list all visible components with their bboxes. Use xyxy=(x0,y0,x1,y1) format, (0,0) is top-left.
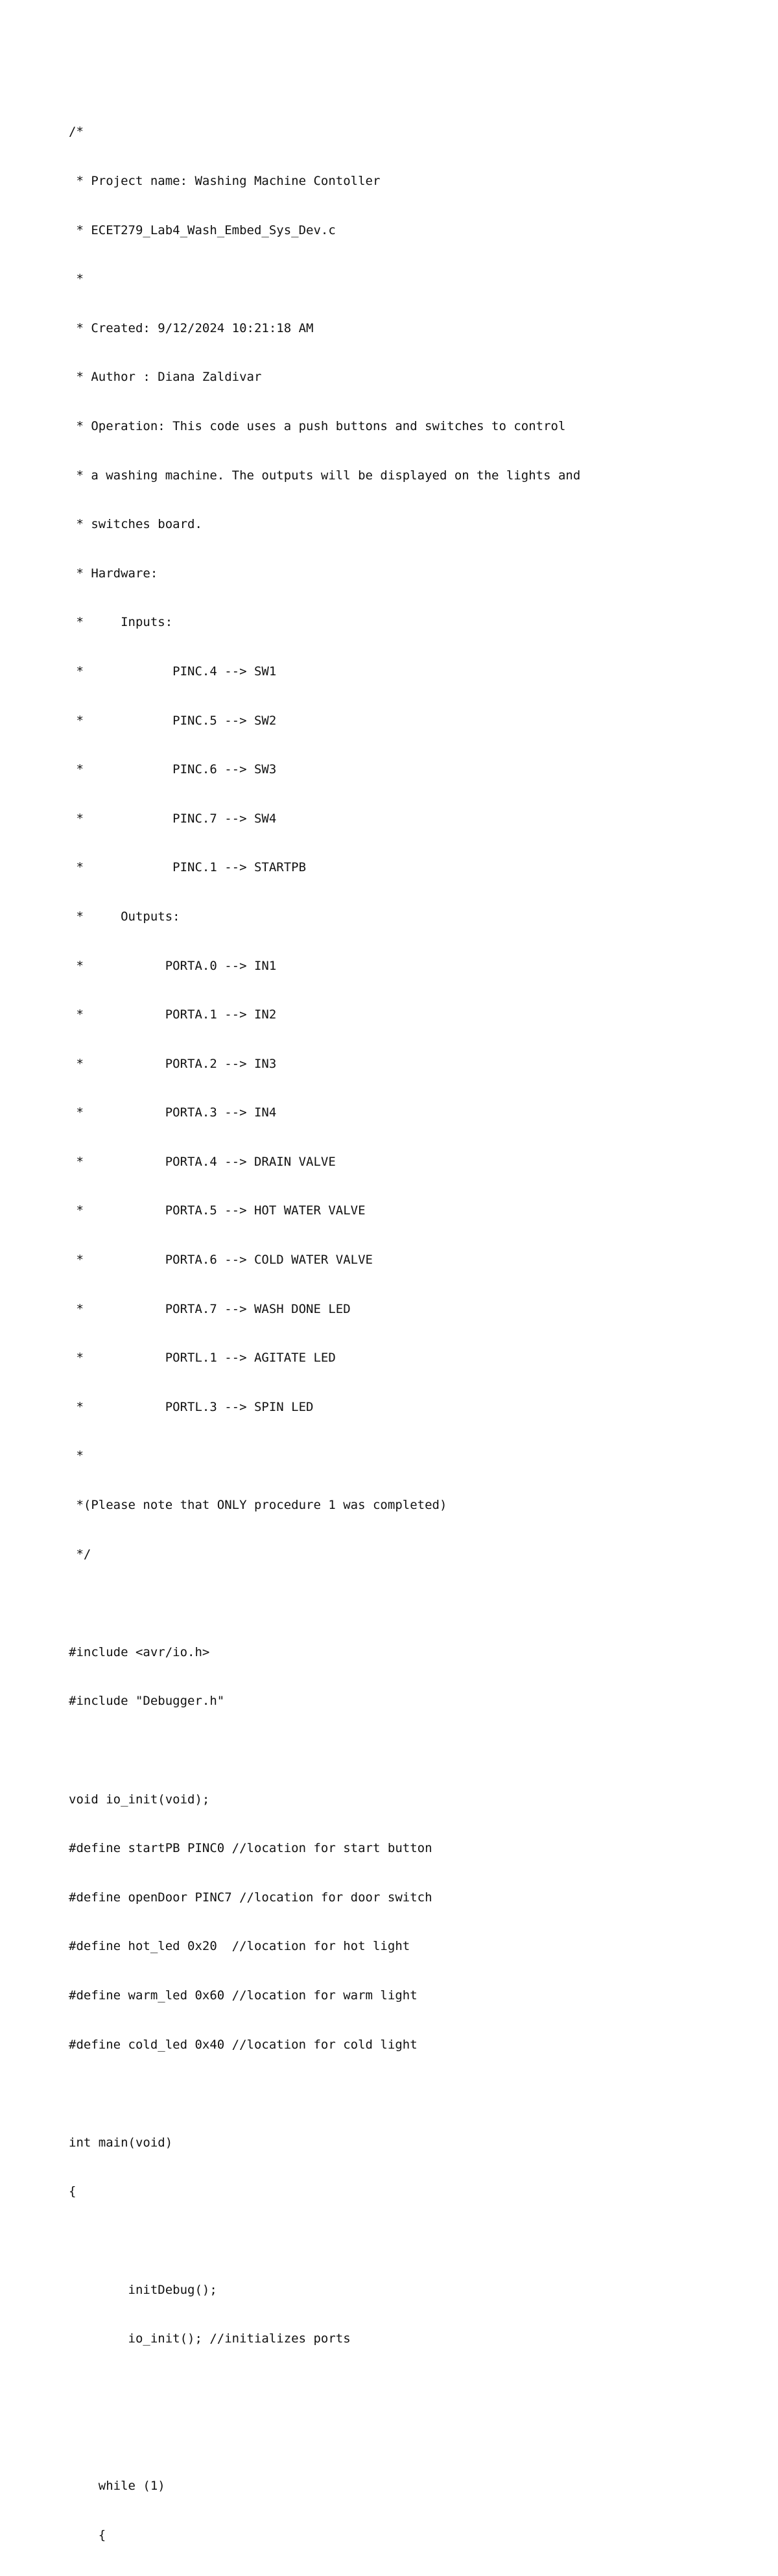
code-line: * Project name: Washing Machine Contoller xyxy=(69,174,381,188)
code-line: { xyxy=(69,2184,77,2199)
code-line: void io_init(void); xyxy=(69,1792,210,1807)
code-line: * PORTA.0 --> IN1 xyxy=(69,958,277,973)
code-line: initDebug(); xyxy=(69,2282,217,2297)
code-line: * PINC.4 --> SW1 xyxy=(69,664,277,679)
code-line xyxy=(69,2380,580,2396)
code-line: #define startPB PINC0 //location for start button xyxy=(69,1841,432,1856)
code-line: *(Please note that ONLY procedure 1 was completed) xyxy=(69,1498,447,1513)
code-line: * Author : Diana Zaldivar xyxy=(69,370,262,385)
code-line: * a washing machine. The outputs will be displayed on the lights and xyxy=(69,468,581,483)
code-line xyxy=(69,1595,580,1611)
code-line: #include "Debugger.h" xyxy=(69,1694,225,1709)
code-line: #define warm_led 0x60 //location for warm light xyxy=(69,1988,418,2003)
code-line: #include <avr/io.h> xyxy=(69,1644,210,1659)
code-line: * xyxy=(69,1449,84,1463)
code-line: { xyxy=(69,2527,106,2542)
code-line: * Created: 9/12/2024 10:21:18 AM xyxy=(69,320,314,335)
code-line: * PORTA.1 --> IN2 xyxy=(69,1007,277,1022)
code-line xyxy=(69,2233,580,2249)
code-line: * ECET279_Lab4_Wash_Embed_Sys_Dev.c xyxy=(69,223,336,237)
code-line: * Hardware: xyxy=(69,566,158,581)
code-line xyxy=(69,1742,580,1759)
code-line: /* xyxy=(69,125,84,139)
code-line: * Outputs: xyxy=(69,909,180,924)
code-line: * PORTA.2 --> IN3 xyxy=(69,1056,277,1071)
code-line: * xyxy=(69,272,84,287)
code-line: #define cold_led 0x40 //location for cold light xyxy=(69,2037,418,2052)
code-line: * PORTA.6 --> COLD WATER VALVE xyxy=(69,1253,373,1268)
code-line: * switches board. xyxy=(69,517,202,532)
code-line: * PINC.6 --> SW3 xyxy=(69,762,277,777)
code-line: #define hot_led 0x20 //location for hot light xyxy=(69,1939,410,1954)
code-line: * Inputs: xyxy=(69,615,173,630)
code-line: * PORTA.4 --> DRAIN VALVE xyxy=(69,1154,336,1169)
code-line: * PORTL.3 --> SPIN LED xyxy=(69,1399,314,1414)
code-line: * Operation: This code uses a push buttons and switches to control xyxy=(69,418,566,433)
code-line: while (1) xyxy=(69,2478,165,2493)
code-line: * PORTL.1 --> AGITATE LED xyxy=(69,1351,336,1366)
code-line: #define openDoor PINC7 //location for door switch xyxy=(69,1890,432,1905)
code-line xyxy=(69,2086,580,2102)
code-line: * PORTA.3 --> IN4 xyxy=(69,1105,277,1120)
code-line: * PINC.5 --> SW2 xyxy=(69,713,277,728)
code-line: int main(void) xyxy=(69,2135,173,2150)
code-line: */ xyxy=(69,1547,91,1561)
code-line: * PINC.1 --> STARTPB xyxy=(69,860,307,875)
source-code xyxy=(69,91,580,2576)
code-line: * PORTA.7 --> WASH DONE LED xyxy=(69,1301,351,1316)
code-line xyxy=(69,2429,580,2445)
code-line: io_init(); //initializes ports xyxy=(69,2331,351,2346)
code-line: * PORTA.5 --> HOT WATER VALVE xyxy=(69,1203,366,1218)
code-line: * PINC.7 --> SW4 xyxy=(69,811,277,826)
